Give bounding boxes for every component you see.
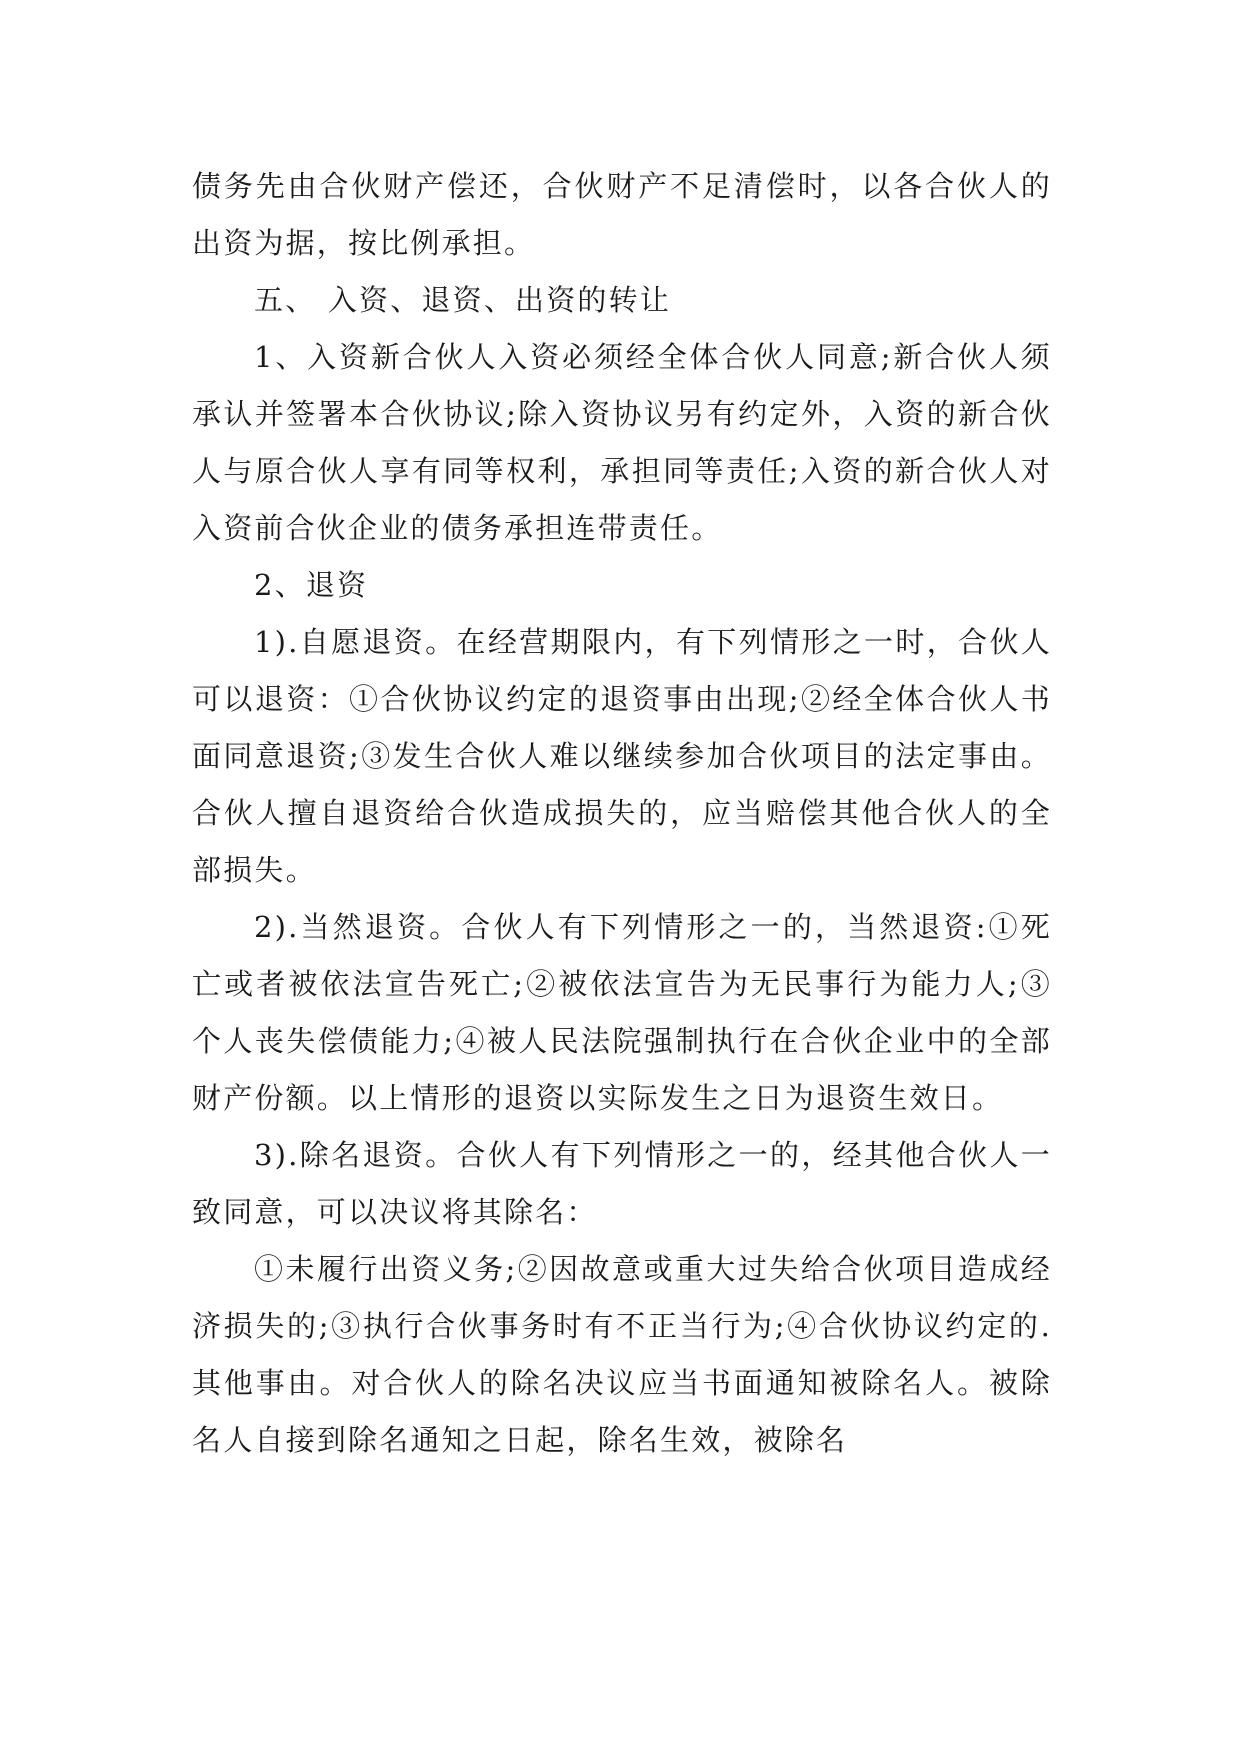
paragraph-voluntary-withdrawal: 1).自愿退资。在经营期限内，有下列情形之一时，合伙人可以退资：①合伙协议约定的退资事由出现;②经全体合伙人书面同意退资;③发生合伙人难以继续参加合伙项目的法定事由。合伙人擅自退资给合伙造成损失的，应当赔偿其他合伙人的全部损失。 bbox=[192, 625, 1052, 887]
section-heading-5: 五、 入资、退资、出资的转让 bbox=[254, 283, 672, 317]
subheading-withdrawal: 2、退资 bbox=[254, 568, 369, 602]
paragraph-expulsion: 3).除名退资。合伙人有下列情形之一的，经其他合伙人一致同意，可以决议将其除名： bbox=[192, 1138, 1052, 1229]
paragraph-automatic-withdrawal: 2).当然退资。合伙人有下列情形之一的，当然退资:①死亡或者被依法宣告死亡;②被依法宣告为无民事行为能力人;③个人丧失偿债能力;④被人民法院强制执行在合伙企业中的全部财产份额。以上情形的退资以实际发生之日为退资生效日。 bbox=[192, 910, 1052, 1115]
paragraph-admission: 1、入资新合伙人入资必须经全体合伙人同意;新合伙人须承认并签署本合伙协议;除入资协议另有约定外，入资的新合伙人与原合伙人享有同等权利，承担同等责任;入资的新合伙人对入资前合伙企业的债务承担连带责任。 bbox=[192, 340, 1052, 545]
paragraph-expulsion-conditions: ①未履行出资义务;②因故意或重大过失给合伙项目造成经济损失的;③执行合伙事务时有不正当行为;④合伙协议约定的.其他事由。对合伙人的除名决议应当书面通知被除名人。被除名人自接到除名通知之日起，除名生效，被除名 bbox=[192, 1252, 1052, 1457]
document-body bbox=[192, 158, 1052, 1469]
paragraph-debt-repayment: 债务先由合伙财产偿还，合伙财产不足清偿时，以各合伙人的出资为据，按比例承担。 bbox=[192, 169, 1052, 260]
